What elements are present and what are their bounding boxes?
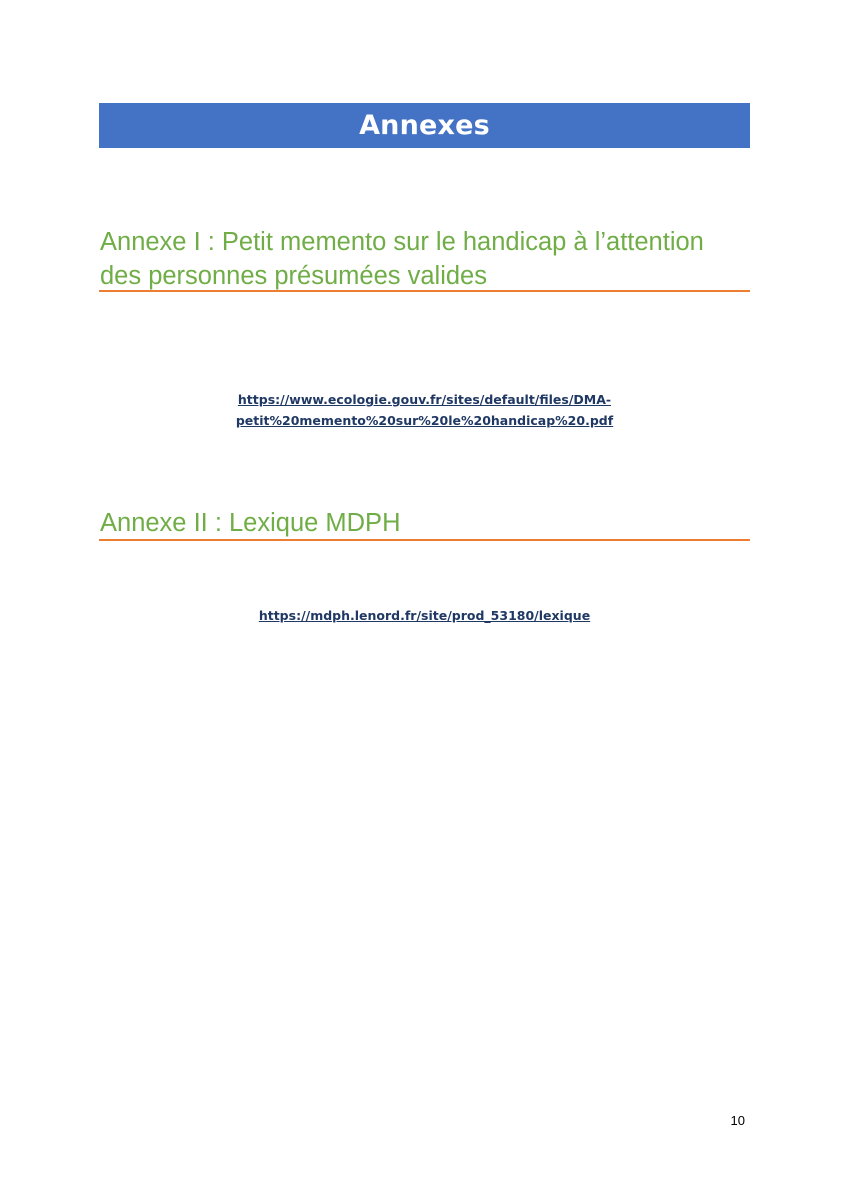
annex-2-heading <box>100 506 750 540</box>
annex-2-link-line-1[interactable]: https://mdph.lenord.fr/site/prod_53180/lexique <box>258 608 591 623</box>
annex-1-heading-line-1: Annexe I : Petit memento sur le handicap à l’attention <box>100 228 704 256</box>
annex-2-divider <box>99 539 750 541</box>
annex-1-divider <box>99 290 750 292</box>
annex-1-link-line-1[interactable]: https://www.ecologie.gouv.fr/sites/default/files/DMA- <box>237 392 612 407</box>
annex-2-link[interactable] <box>99 605 750 626</box>
annex-1-heading-line-2: des personnes présumées valides <box>100 262 487 290</box>
annex-1-link-line-2[interactable]: petit%20memento%20sur%20le%20handicap%20.pdf <box>235 413 614 428</box>
annex-1-heading <box>100 225 750 293</box>
page-title: Annexes <box>359 110 490 141</box>
annex-2-heading-line-1: Annexe II : Lexique MDPH <box>100 509 401 537</box>
annex-1-link[interactable] <box>99 389 750 431</box>
annexes-banner <box>99 103 750 148</box>
page-number: 10 <box>730 1113 745 1128</box>
